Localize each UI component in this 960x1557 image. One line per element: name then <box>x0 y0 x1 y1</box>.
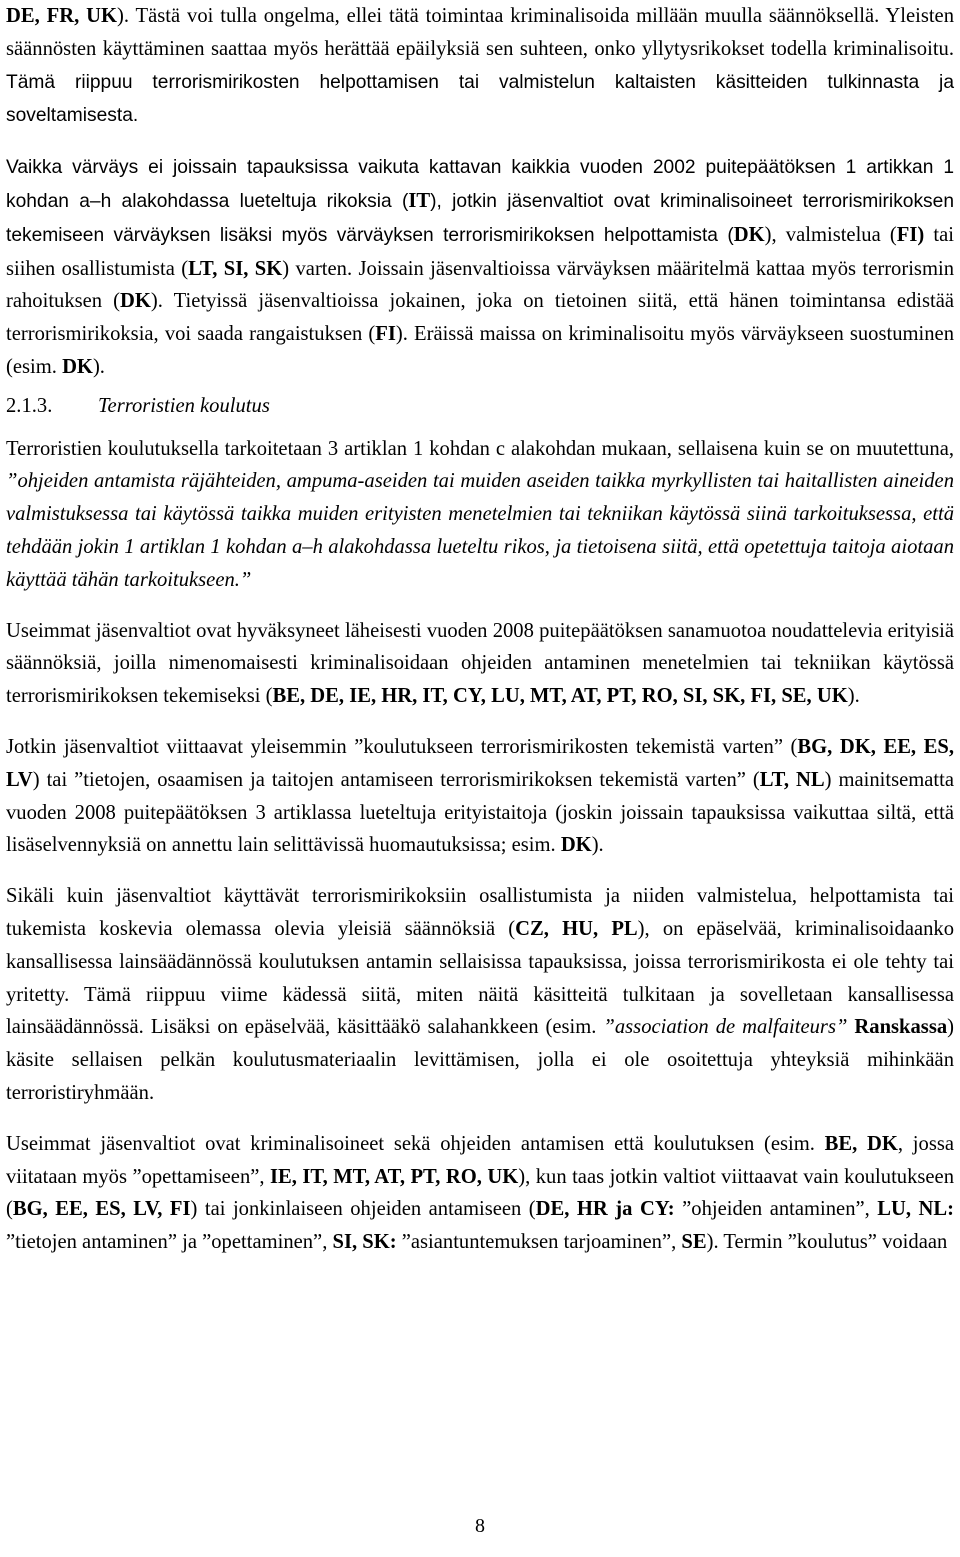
section-title: Terroristien koulutus <box>98 394 270 417</box>
section-number: 2.1.3. <box>6 394 53 417</box>
paragraph-instruction-and-training: Useimmat jäsenvaltiot ovat kriminalisoineet sekä ohjeiden antamisen että koulutuksen (esim. BE, DK, jossa viitataan myös ”opettamiseen”, IE, IT, MT, AT, PT, RO, UK), kun taas jotkin valtiot viittaavat vain koulutukseen (BG, EE, ES, LV, FI) tai jonkinlaiseen ohjeiden antamiseen (DE, HR ja CY: ”ohjeiden antaminen”, LU, NL: ”tietojen antaminen” ja ”opettaminen”, SI, SK: ”asiantuntemuksen tarjoaminen”, SE). Termin ”koulutus” voidaan <box>6 1132 954 1254</box>
paragraph-general-provisions: Sikäli kuin jäsenvaltiot käyttävät terrorismirikoksiin osallistumista ja niiden valmistelua, helpottamista tai tukemista koskevia olemassa olevia yleisiä säännöksiä (CZ, HU, PL), on epäselvää, kriminalisoidaanko kansallisessa lainsäädännössä koulutuksen antamin sellaisissa tapauksissa, joissa terrorismirikosta ei ole tehty tai yritetty. Tämä riippuu viime kädessä siitä, miten näitä käsitteitä tulkitaan ja sovelletaan kansallisessa lainsäädännössä. Lisäksi on epäselvää, käsittääkö salahankkeen (esim. ”association de malfaiteurs” Ranskassa) käsite sellaisen pelkän koulutusmateriaalin levittämisen, jolla ei ole osoitettuja yhteyksiä mihinkään terroristiryhmään. <box>6 885 954 1104</box>
paragraph-continued: DE, FR, UK). Tästä voi tulla ongelma, ellei tätä toimintaa kriminalisoida millään muulla säännöksellä. Yleisten säännösten käyttäminen saattaa myös herättää epäilyksiä sen suhteen, onko yllytysrikokset todella kriminalisoitu. Tämä riippuu terrorismirikosten helpottamisen tai valmistelun kaltaisten käsitteiden tulkinnasta ja soveltamisesta. <box>6 5 954 127</box>
paragraph-recruitment: Vaikka värväys ei joissain tapauksissa vaikuta kattavan kaikkia vuoden 2002 puitepäätöksen 1 artikkan 1 kohdan a–h alakohdassa lueteltuja rikoksia (IT), jotkin jäsenvaltiot ovat kriminalisoineet terrorismirikoksen tekemiseen värväyksen lisäksi myös värväyksen terrorismirikoksen helpottamista (DK), valmistelua (FI) tai siihen osallistumista (LT, SI, SK) varten. Joissain jäsenvaltioissa värväyksen määritelmä kattaa myös terrorismin rahoituksen (DK). Tietyissä jäsenvaltioissa jokainen, joka on tietoinen siitä, että hänen toimintansa edistää terrorismirikoksia, voi saada rangaistuksen (FI). Eräissä maissa on kriminalisoitu myös värväykseen suostuminen (esim. DK). <box>6 157 954 378</box>
paragraph-definition: Terroristien koulutuksella tarkoitetaan 3 artiklan 1 kohdan c alakohdan mukaan, sellaisena kuin se on muutettuna, ”ohjeiden antamista räjähteiden, ampuma-aseiden tai muiden aseiden taikka myrkyllisten tai haitallisten aineiden valmistuksessa tai käytössä taikka muiden erityisten menetelmien tai tekniikan käytössä siinä tarkoituksessa, että tehdään jokin 1 artiklan 1 kohdan a–h alakohdassa lueteltu rikos, ja tietoisena siitä, että opetettuja taitoja aiotaan käyttää tähän tarkoitukseen.” <box>6 437 954 591</box>
section-heading <box>6 390 954 423</box>
page-number: 8 <box>475 1515 485 1537</box>
paragraph-most-states: Useimmat jäsenvaltiot ovat hyväksyneet läheisesti vuoden 2008 puitepäätöksen sanamuotoa noudattelevia erityisiä säännöksiä, joilla nimenomaisesti kriminalisoidaan ohjeiden antaminen menetelmien tai tekniikan käytössä terrorismirikoksen tekemiseksi (BE, DE, IE, HR, IT, CY, LU, MT, AT, PT, RO, SI, SK, FI, SE, UK). <box>6 619 954 708</box>
paragraph-general-references: Jotkin jäsenvaltiot viittaavat yleisemmin ”koulutukseen terrorismirikosten tekemistä varten” (BG, DK, EE, ES, LV) tai ”tietojen, osaamisen ja taitojen antamiseen terrorismirikoksen tekemistä varten” (LT, NL) mainitsematta vuoden 2008 puitepäätöksen 3 artiklassa lueteltuja erityistaitoja (joskin joissain tapauksissa vaikuttaa siltä, että lisäselvennyksiä on annettu lain selittävissä huomautuksissa; esim. DK). <box>6 735 954 857</box>
quoted-definition: ”ohjeiden antamista räjähteiden, ampuma-aseiden tai muiden aseiden taikka myrkyllisten tai haitallisten aineiden valmistuksessa tai käytössä taikka muiden erityisten menetelmien tai tekniikan käytössä siinä tarkoituksessa, että tehdään jokin 1 artiklan 1 kohdan a–h alakohdassa lueteltu rikos, ja tietoisena siitä, että opetettuja taitoja aiotaan käyttää tähän tarkoitukseen.” <box>6 470 954 591</box>
